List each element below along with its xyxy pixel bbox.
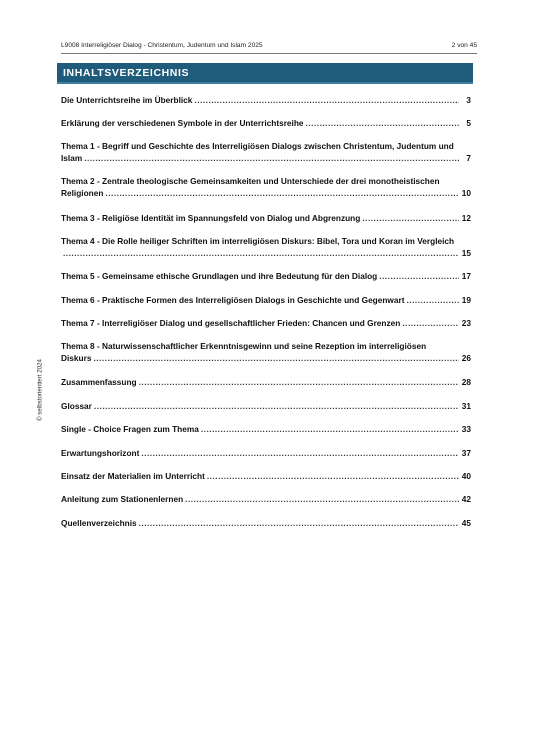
toc-entry-page: 37 — [461, 448, 471, 458]
toc-entry-page: 31 — [461, 401, 471, 411]
toc-entry[interactable] — [61, 493, 471, 505]
toc-heading-banner — [57, 63, 473, 84]
dot-leader — [201, 423, 459, 435]
toc-entry-page: 5 — [466, 118, 471, 128]
toc-entry-title-line1: Thema 1 - Begriff und Geschichte des Interreligiösen Dialogs zwischen Christentum, Judentum und — [61, 141, 454, 151]
toc-entry-title-line1: Thema 2 - Zentrale theologische Gemeinsamkeiten und Unterschiede der drei monotheistischen — [61, 176, 440, 186]
toc-entry-page: 3 — [466, 95, 471, 105]
toc-entry-title: Thema 3 - Religiöse Identität im Spannungsfeld von Dialog und Abgrenzung — [61, 213, 361, 223]
toc-entry-title: Quellenverzeichnis — [61, 518, 137, 528]
page-number: 2 von 45 — [451, 42, 477, 49]
toc-entry[interactable] — [61, 235, 471, 259]
dot-leader — [84, 152, 459, 164]
toc-entry[interactable] — [61, 294, 471, 306]
toc-entry[interactable] — [61, 270, 471, 282]
dot-leader — [93, 352, 459, 364]
toc-entry[interactable] — [61, 517, 471, 529]
dot-leader — [194, 94, 459, 106]
toc-entry-title: Einsatz der Materialien im Unterricht — [61, 471, 205, 481]
toc-entry-title: Diskurs — [61, 353, 92, 363]
dot-leader — [362, 212, 459, 224]
toc-entry-title: Thema 6 - Praktische Formen des Interreligiösen Dialogs in Geschichte und Gegenwart — [61, 295, 405, 305]
toc-entry-title: Thema 7 - Interreligiöser Dialog und gesellschaftlicher Frieden: Chancen und Grenzen — [61, 318, 401, 328]
toc-entry-page: 40 — [461, 471, 471, 481]
toc-entry-page: 28 — [461, 377, 471, 387]
dot-leader — [139, 376, 459, 388]
toc-entry[interactable] — [61, 400, 471, 412]
dot-leader — [141, 447, 459, 459]
toc-entry-title: Anleitung zum Stationenlernen — [61, 494, 184, 504]
toc-entry-page: 42 — [461, 494, 471, 504]
toc-entry-title: Zusammenfassung — [61, 377, 137, 387]
toc-entry-title: Erwartungshorizont — [61, 448, 140, 458]
toc-entry-title: Islam — [61, 153, 83, 163]
toc-entry-title: Religionen — [61, 188, 104, 198]
toc-entry[interactable] — [61, 470, 471, 482]
toc-entry-title: Erklärung der verschiedenen Symbole in der Unterrichtsreihe — [61, 118, 304, 128]
toc-entry-title-line1: Thema 8 - Naturwissenschaftlicher Erkenntnisgewinn und seine Rezeption im interreligiösen — [61, 341, 427, 351]
document-title: L9008 Interreligiöser Dialog - Christentum, Judentum und Islam 2025 — [61, 42, 263, 49]
dot-leader — [139, 517, 459, 529]
toc-entry-page: 33 — [461, 424, 471, 434]
toc-entry[interactable] — [61, 212, 471, 224]
dot-leader — [94, 400, 459, 412]
toc-entry-page: 23 — [461, 318, 471, 328]
toc-entry-page: 45 — [461, 518, 471, 528]
toc-entry-page: 12 — [461, 213, 471, 223]
dot-leader — [63, 247, 459, 259]
toc-entry[interactable] — [61, 175, 471, 199]
dot-leader — [407, 294, 460, 306]
toc-entry[interactable] — [61, 423, 471, 435]
toc-entry-page: 26 — [461, 353, 471, 363]
toc-entry-title: Die Unterrichtsreihe im Überblick — [61, 95, 193, 105]
toc-entry[interactable] — [61, 117, 471, 129]
dot-leader — [402, 317, 459, 329]
page-header — [61, 39, 477, 54]
toc-entry[interactable] — [61, 317, 471, 329]
toc-entry-title: Glossar — [61, 401, 92, 411]
toc-entry-title: Single - Choice Fragen zum Thema — [61, 424, 199, 434]
toc-entry-page: 17 — [461, 271, 471, 281]
copyright-note: © selbstorientiert 2024 — [36, 359, 44, 421]
toc-entry-page: 10 — [461, 188, 471, 198]
toc-entry-page: 15 — [461, 248, 471, 258]
toc-title: INHALTSVERZEICHNIS — [63, 67, 190, 79]
toc-entry-title-line1: Thema 4 - Die Rolle heiliger Schriften im interreligiösen Diskurs: Bibel, Tora und Koran im Vergleich — [61, 236, 455, 246]
dot-leader — [306, 117, 459, 129]
dot-leader — [379, 270, 459, 282]
dot-leader — [207, 470, 459, 482]
toc-entry[interactable] — [61, 140, 471, 164]
toc-entry-page: 7 — [466, 153, 471, 163]
toc-entry[interactable] — [61, 376, 471, 388]
toc-entry[interactable] — [61, 94, 471, 106]
toc-entry[interactable] — [61, 447, 471, 459]
toc-entry-page: 19 — [461, 295, 471, 305]
dot-leader — [105, 187, 459, 199]
dot-leader — [185, 493, 459, 505]
toc-entry[interactable] — [61, 340, 471, 364]
toc-entry-title: Thema 5 - Gemeinsame ethische Grundlagen und ihre Bedeutung für den Dialog — [61, 271, 378, 281]
